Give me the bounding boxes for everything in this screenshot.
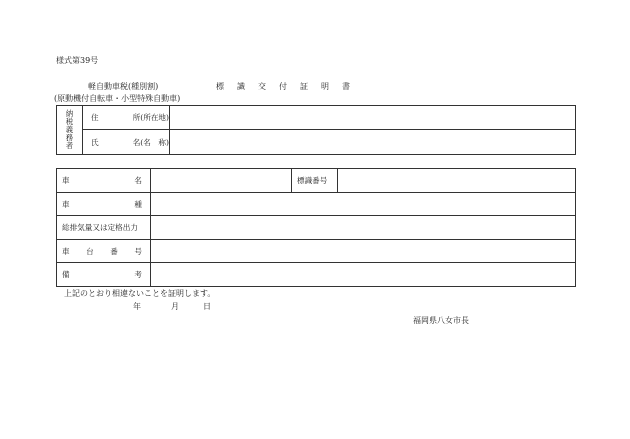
remarks-label [57,263,151,287]
date-month: 月 [171,302,179,311]
remarks-field[interactable] [151,263,576,287]
address-label [83,106,170,130]
title-char: 明 [321,82,329,91]
label-char: 種 [134,199,142,209]
plate-number-field[interactable] [338,169,576,193]
issuer: 福岡県八女市長 [413,316,469,325]
title-char: 書 [342,82,350,91]
label-char: 車 [62,246,70,256]
subtitle: (原動機付自転車・小型特殊自動車) [54,94,181,103]
name-label-left: 氏 [91,137,99,147]
chassis-number-label [57,240,151,263]
displacement-field[interactable] [151,216,576,240]
vehicle-name-label [57,169,151,193]
label-char: 車 [62,176,70,185]
label-char: 号 [134,246,142,256]
side-label-char: 者 [65,141,74,150]
document-title [216,82,350,92]
side-label-char: 税 [65,117,74,126]
label-char: 番 [110,246,118,256]
title-char: 標 [216,82,224,91]
title-char: 付 [279,82,287,91]
name-label [83,130,170,155]
title-char: 識 [237,82,245,91]
chassis-number-field[interactable] [151,240,576,263]
date-day: 日 [203,302,211,311]
displacement-label: 総排気量又は定格出力 [57,216,151,240]
vehicle-name-field[interactable] [151,169,292,193]
address-field[interactable] [170,106,576,130]
label-char: 車 [62,199,70,209]
address-label-left: 住 [91,113,99,122]
vehicle-table [56,168,576,287]
tax-name: 軽自動車税(種別割) [88,82,159,91]
side-label-char: 務 [65,133,74,142]
label-char: 考 [134,270,142,279]
address-label-right: 所(所在地) [132,113,169,122]
title-char: 証 [300,82,308,91]
title-char: 交 [258,82,266,91]
certification-text: 上記のとおり相違ないことを証明します。 [64,289,216,298]
form-number: 様式第39号 [56,56,99,65]
vehicle-type-label [57,193,151,216]
label-char: 備 [62,270,70,279]
name-label-right: 名(名 称) [132,137,169,147]
side-label-char: 義 [65,125,74,134]
side-label-char: 納 [65,109,74,118]
date-year: 年 [133,302,141,311]
label-char: 台 [86,246,94,256]
vehicle-type-field[interactable] [151,193,576,216]
name-field[interactable] [170,130,576,155]
taxpayer-table [56,105,576,155]
label-char: 名 [134,176,142,185]
taxpayer-side-label [57,106,83,155]
plate-number-label: 標識番号 [292,169,338,193]
